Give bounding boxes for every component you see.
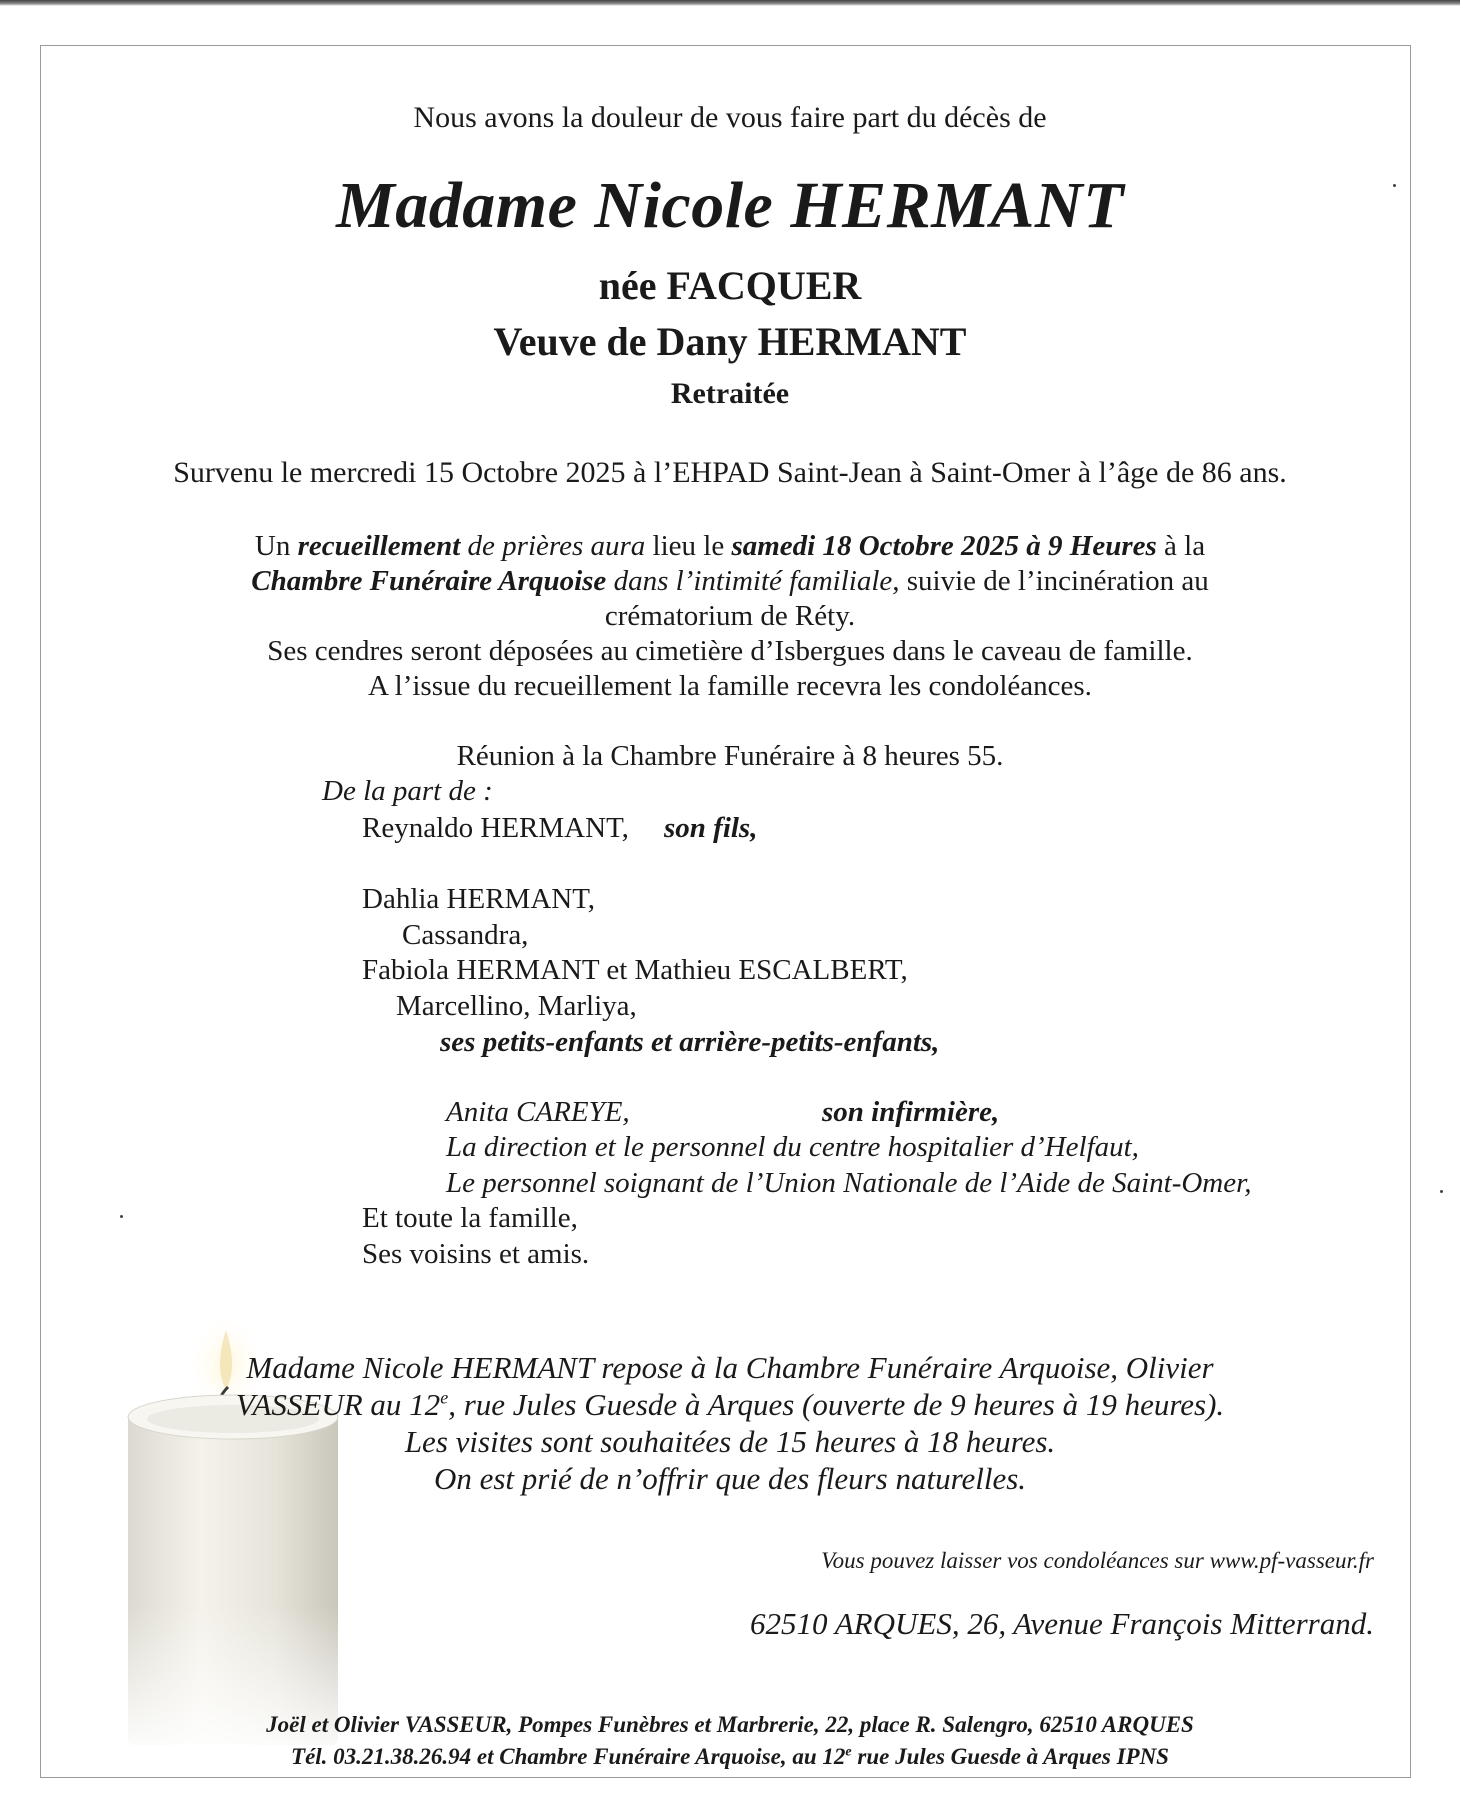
family-member: Dahlia HERMANT, — [362, 883, 596, 915]
maiden-name: née FACQUER — [598, 263, 862, 308]
text: , rue Jules Guesde à Arques (ouverte de 9 heures à 19 heures). — [448, 1387, 1225, 1422]
profession: Retraitée — [670, 377, 790, 410]
text: rue Jules Guesde à Arques IPNS — [851, 1744, 1169, 1769]
text: VASSEUR au 12 — [235, 1387, 441, 1422]
superscript: e — [440, 1387, 449, 1408]
scan-speck — [120, 1215, 123, 1218]
scan-speck — [1440, 1190, 1443, 1193]
son-name: Reynaldo HERMANT, — [362, 812, 629, 844]
intro-line: Nous avons la douleur de vous faire part du décès de — [413, 101, 1047, 134]
death-details: Survenu le mercredi 15 Octobre 2025 à l’EHPAD Saint-Jean à Saint-Omer à l’âge de 86 ans. — [173, 456, 1287, 489]
grandchildren-role: ses petits-enfants et arrière-petits-enfants, — [440, 1026, 940, 1058]
scan-speck — [1393, 184, 1396, 187]
ceremony-line-3: crématorium de Réty. — [604, 600, 856, 632]
ceremony-line-5: A l’issue du recueillement la famille recevra les condoléances. — [368, 670, 1092, 702]
ceremony-line-2 — [0, 565, 1460, 598]
family-member: Le personnel soignant de l’Union Nationale de l’Aide de Saint-Omer, — [446, 1167, 1252, 1199]
family-member: Et toute la famille, — [362, 1202, 578, 1234]
address: 62510 ARQUES, 26, Avenue François Mitterrand. — [750, 1606, 1374, 1641]
repose-line-1: Madame Nicole HERMANT repose à la Chambre Funéraire Arquoise, Olivier — [246, 1350, 1214, 1385]
nurse-name: Anita CAREYE, — [446, 1096, 630, 1128]
top-rule — [0, 0, 1460, 6]
reunion-line: Réunion à la Chambre Funéraire à 8 heures 55. — [456, 740, 1004, 772]
family-member: Marcellino, Marliya, — [396, 990, 637, 1022]
widow-of: Veuve de Dany HERMANT — [493, 319, 967, 364]
ceremony-line-1 — [0, 530, 1460, 563]
superscript: e — [845, 1744, 852, 1760]
text: suivie de l’incinération au — [899, 565, 1209, 597]
text-italic: de prières aura — [460, 530, 646, 562]
ceremony-date: samedi 18 Octobre 2025 à 9 Heures — [731, 530, 1157, 562]
repose-line-4: On est prié de n’offrir que des fleurs naturelles. — [433, 1461, 1027, 1496]
ceremony-line-4: Ses cendres seront déposées au cimetière d’Isbergues dans le caveau de famille. — [267, 635, 1193, 667]
deceased-name: Madame Nicole HERMANT — [336, 169, 1124, 242]
family-member: Fabiola HERMANT et Mathieu ESCALBERT, — [362, 954, 908, 986]
repose-line-3: Les visites sont souhaitées de 15 heures à 18 heures. — [404, 1424, 1056, 1459]
text: lieu le — [645, 530, 732, 562]
repose-line-2 — [0, 1387, 1460, 1423]
text-italic: dans l’intimité familiale, — [606, 565, 900, 597]
text-emph: recueillement — [297, 530, 461, 562]
nurse-role: son infirmière, — [822, 1096, 1000, 1128]
text: à la — [1156, 530, 1206, 562]
family-member: Ses voisins et amis. — [362, 1238, 590, 1270]
son-role: son fils, — [664, 812, 758, 844]
text: Un — [254, 530, 298, 562]
condoleances-note: Vous pouvez laisser vos condoléances sur www.pf-vasseur.fr — [821, 1548, 1374, 1573]
footer-line-1: Joël et Olivier VASSEUR, Pompes Funèbres et Marbrerie, 22, place R. Salengro, 62510 ARQUES — [266, 1712, 1194, 1737]
ceremony-place: Chambre Funéraire Arquoise — [251, 565, 607, 597]
footer-line-2 — [0, 1744, 1460, 1770]
family-member: La direction et le personnel du centre hospitalier d’Helfaut, — [446, 1131, 1139, 1163]
de-la-part-label: De la part de : — [322, 775, 493, 807]
text: Tél. 03.21.38.26.94 et Chambre Funéraire Arquoise, au 12 — [291, 1744, 846, 1769]
family-member: Cassandra, — [402, 919, 529, 951]
